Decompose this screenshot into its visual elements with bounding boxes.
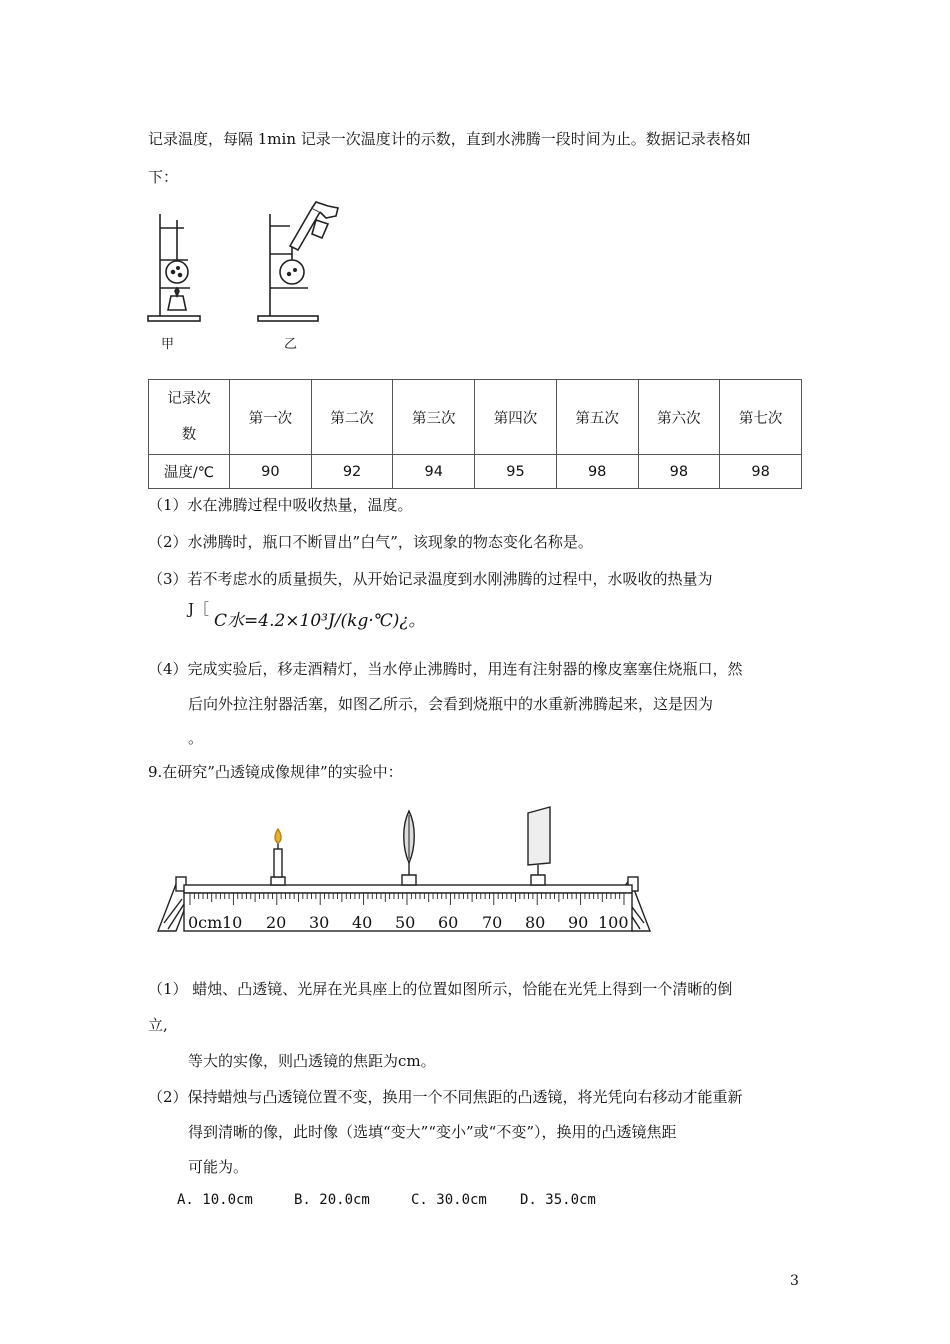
header-cell: 第一次 <box>230 380 312 455</box>
ruler-label-0: 0cm <box>188 913 223 932</box>
table-value-row <box>149 455 802 489</box>
q8-sub3-unit: J［ <box>188 600 210 618</box>
header-label-line2: 数 <box>181 427 197 443</box>
ruler-label-50: 50 <box>395 913 416 932</box>
value-cell: 98 <box>638 455 720 489</box>
ruler-label-60: 60 <box>438 913 459 932</box>
temperature-record-table <box>148 379 802 489</box>
apparatus-yi <box>258 202 338 321</box>
header-cell: 第六次 <box>638 380 720 455</box>
ruler-label-90: 90 <box>568 913 589 932</box>
q8-sub3: （3）若不考虑水的质量损失，从开始记录温度到水刚沸腾的过程中，水吸收的热量为 <box>148 570 713 588</box>
q8-sub4-line1: （4）完成实验后，移走酒精灯，当水停止沸腾时，用连有注射器的橡皮塞塞住烧瓶口，然 <box>148 660 743 678</box>
q9-title: 9.在研究”凸透镜成像规律”的实验中： <box>148 763 403 781</box>
value-cell: 92 <box>311 455 393 489</box>
ruler-label-10: 10 <box>222 913 243 932</box>
header-cell: 第三次 <box>393 380 475 455</box>
light-screen <box>528 807 550 885</box>
value-cell: 98 <box>556 455 638 489</box>
option-a: A. 10.0cm <box>177 1192 253 1208</box>
q9-sub2-line1: （2）保持蜡烛与凸透镜位置不变，换用一个不同焦距的凸透镜，将光凭向右移动才能重新 <box>148 1088 743 1106</box>
header-cell: 第二次 <box>311 380 393 455</box>
table-header-row <box>149 380 802 455</box>
ruler-label-70: 70 <box>482 913 503 932</box>
q9-sub1-line1: （1） 蜡烛、凸透镜、光屏在光具座上的位置如图所示，恰能在光凭上得到一个清晰的倒 <box>148 980 733 998</box>
intro-line-2: 下： <box>148 168 179 186</box>
boiling-apparatus-figure <box>140 200 370 328</box>
bench-top <box>184 885 632 893</box>
ruler-label-30: 30 <box>309 913 330 932</box>
ruler-label-80: 80 <box>525 913 546 932</box>
optical-bench-figure <box>150 805 670 940</box>
q8-sub2: （2）水沸腾时，瓶口不断冒出”白气”，该现象的物态变化名称是。 <box>148 533 593 551</box>
page-number: 3 <box>790 1273 799 1289</box>
ruler-label-20: 20 <box>266 913 287 932</box>
specific-heat-formula: C水=4.2×10³J/(kg·℃)¿。 <box>214 611 426 631</box>
value-cell: 94 <box>393 455 475 489</box>
q9-sub2-line2: 得到清晰的像，此时像（选填“变大”“变小”或“不变”），换用的凸透镜焦距 <box>188 1123 677 1141</box>
row-label: 温度/℃ <box>149 455 230 489</box>
q9-sub1-line2: 立, <box>148 1016 168 1034</box>
intro-line-1: 记录温度，每隔 1min 记录一次温度计的示数，直到水沸腾一段时间为止。数据记录表格如 <box>148 130 751 148</box>
header-cell-label <box>149 380 230 455</box>
header-cell: 第五次 <box>556 380 638 455</box>
ruler-label-100: 100 <box>598 913 629 932</box>
value-cell: 98 <box>720 455 802 489</box>
value-cell: 95 <box>475 455 557 489</box>
candle <box>271 829 285 885</box>
option-b: B. 20.0cm <box>294 1192 370 1208</box>
figure-label-yi: 乙 <box>284 337 298 352</box>
q8-sub4-line2: 后向外拉注射器活塞，如图乙所示，会看到烧瓶中的水重新沸腾起来，这是因为 <box>188 695 714 713</box>
apparatus-jia <box>148 214 200 321</box>
ruler-label-40: 40 <box>352 913 373 932</box>
convex-lens <box>402 811 416 885</box>
q9-sub2-line3: 可能为。 <box>188 1158 249 1176</box>
header-label-line1: 记录次 <box>167 391 211 407</box>
option-c: C. 30.0cm <box>411 1192 487 1208</box>
q9-sub1-line3: 等大的实像，则凸透镜的焦距为cm。 <box>188 1052 436 1070</box>
header-cell: 第四次 <box>475 380 557 455</box>
q8-sub1: （1）水在沸腾过程中吸收热量，温度。 <box>148 496 413 514</box>
figure-label-jia: 甲 <box>161 337 175 352</box>
option-d: D. 35.0cm <box>520 1192 596 1208</box>
value-cell: 90 <box>230 455 312 489</box>
header-cell: 第七次 <box>720 380 802 455</box>
q8-sub4-line3: 。 <box>188 729 204 747</box>
